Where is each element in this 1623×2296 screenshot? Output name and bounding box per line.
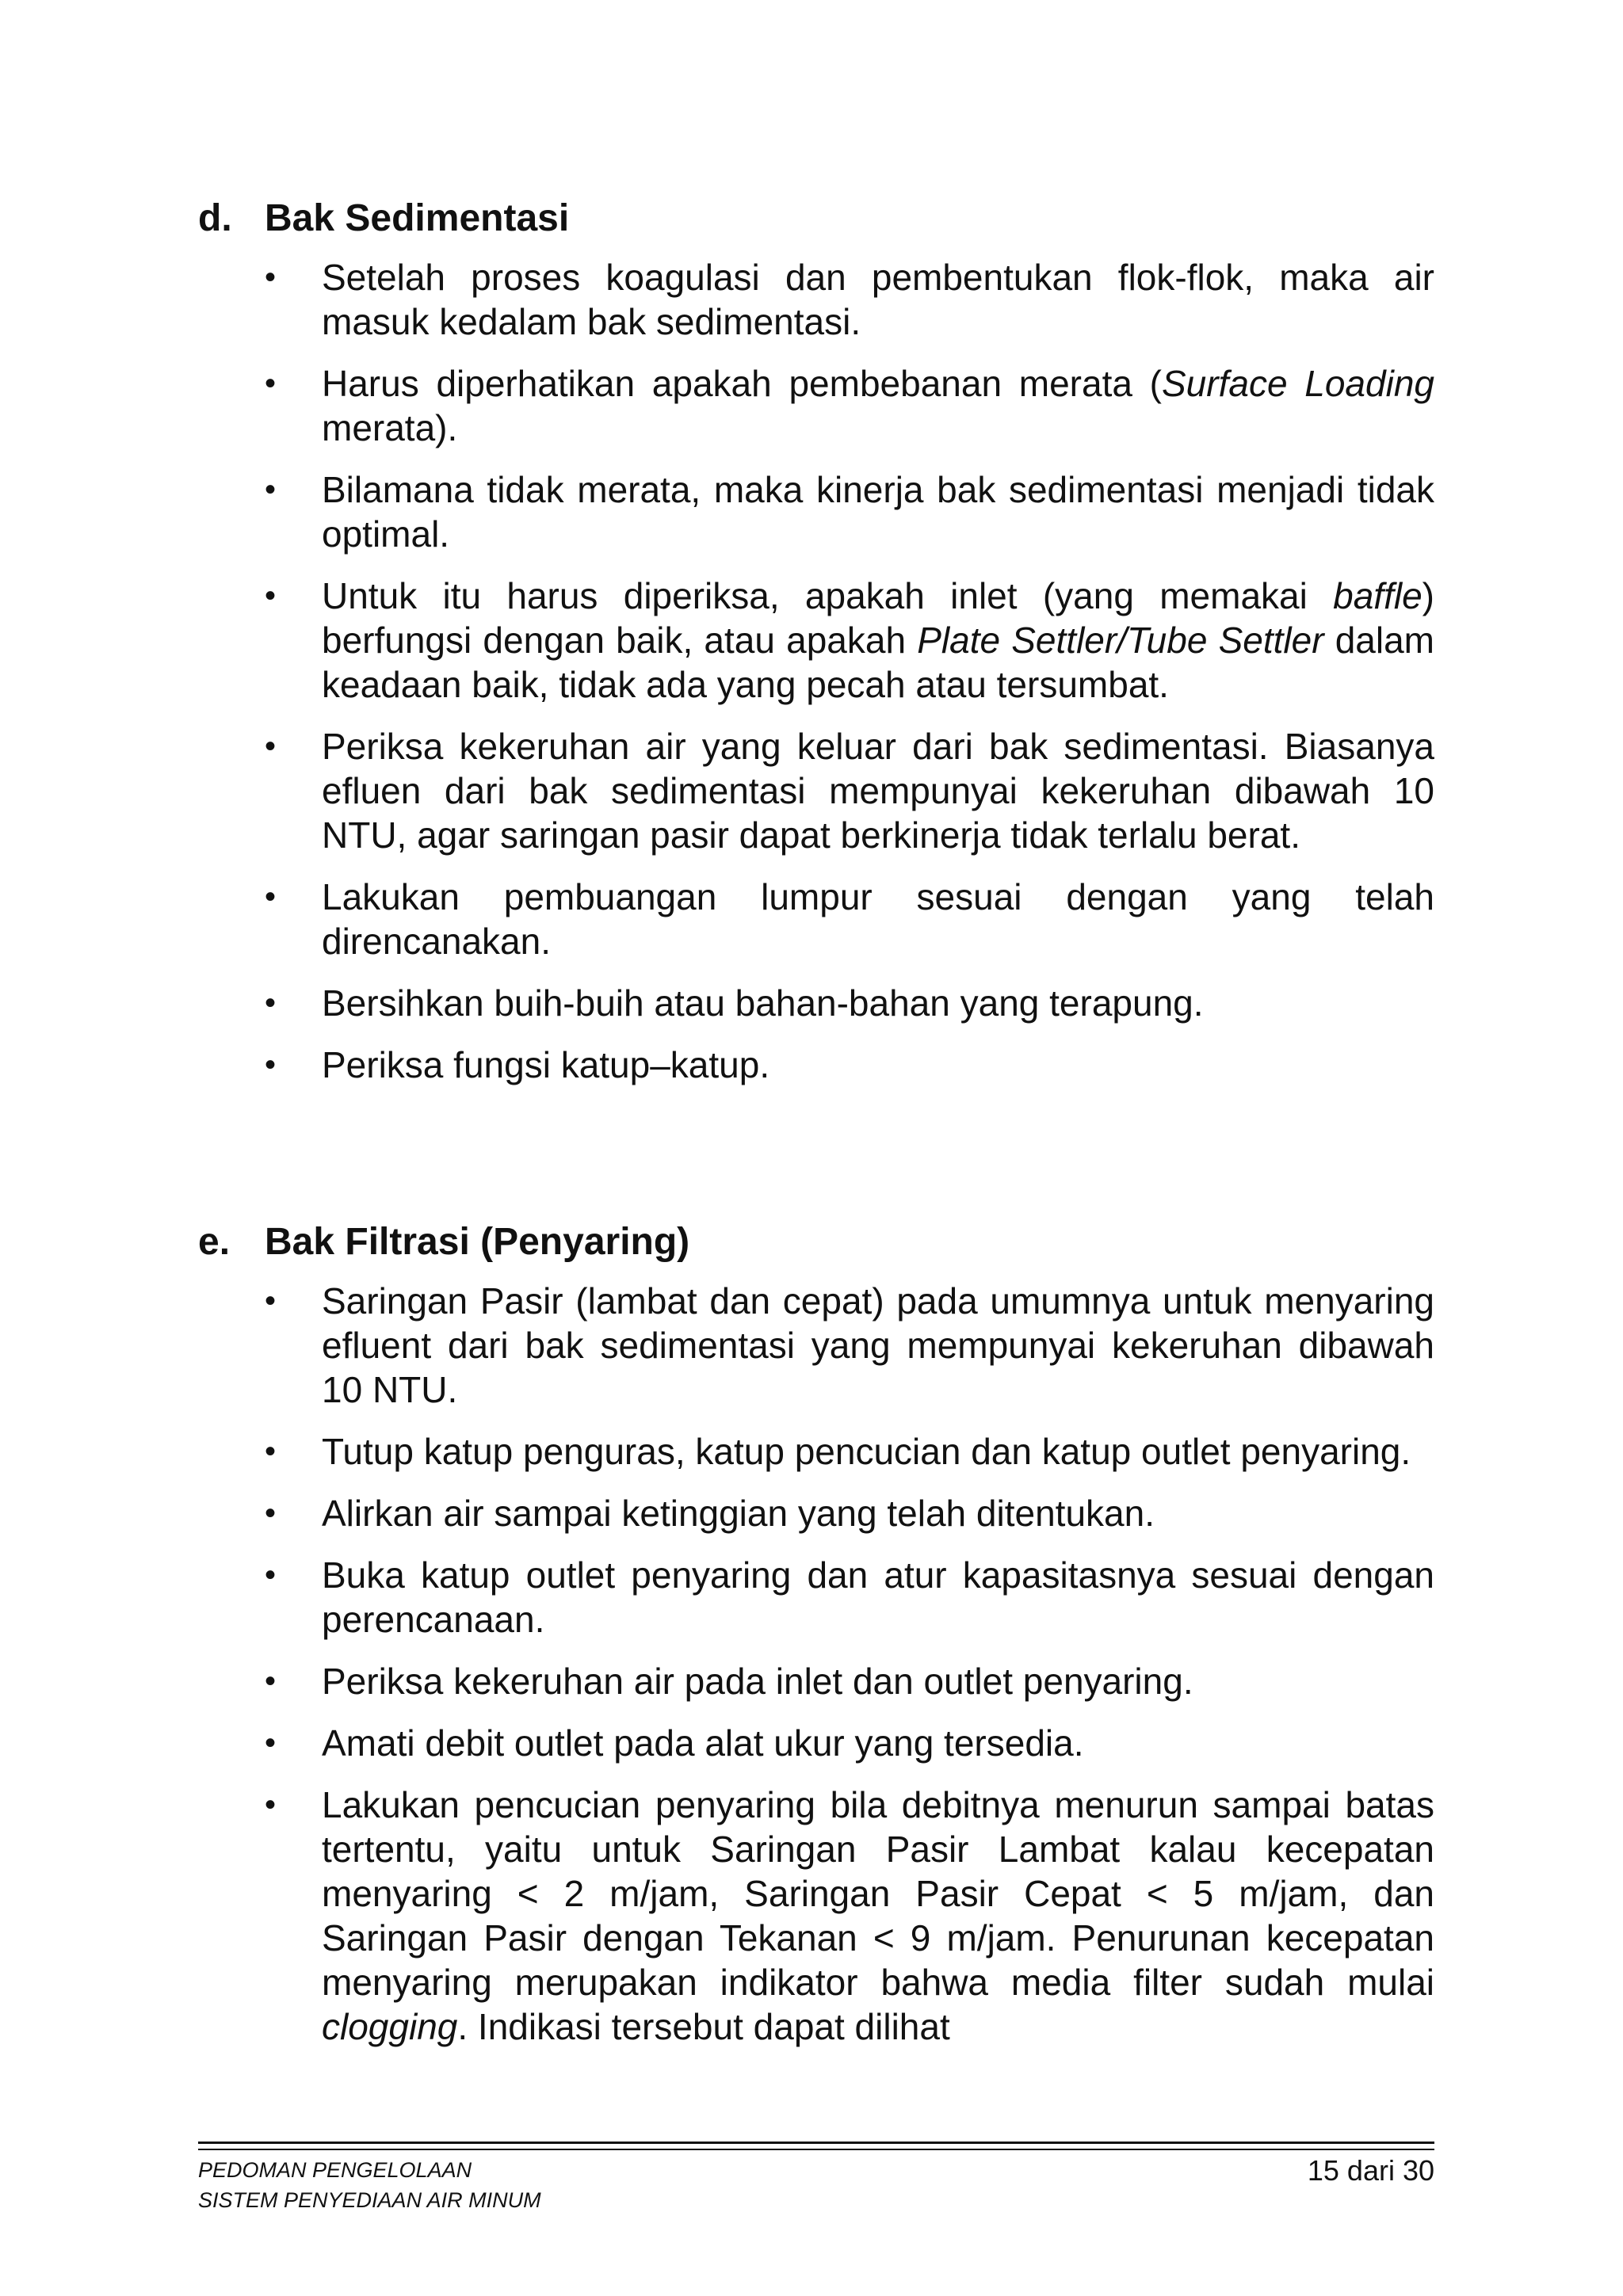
list-item (265, 1429, 1434, 1474)
list-item (265, 724, 1434, 857)
footer-divider-thick (198, 2142, 1434, 2144)
footer-document-title (198, 2155, 541, 2215)
bullet-icon: • (265, 879, 277, 914)
bullet-icon: • (265, 986, 277, 1020)
item-text: merata). (322, 407, 458, 448)
section-bak-sedimentasi (198, 196, 1434, 1104)
item-text: Harus diperhatikan apakah pembebanan merata ( (322, 363, 1162, 404)
italic-term: Surface Loading (1162, 363, 1434, 404)
bullet-list (198, 255, 1434, 1087)
bullet-icon: • (265, 729, 277, 764)
item-text: Untuk itu harus diperiksa, apakah inlet (yang memakai (322, 575, 1334, 616)
italic-term: baffle (1333, 575, 1423, 616)
bullet-list (198, 1279, 1434, 2049)
bullet-icon: • (265, 260, 277, 295)
item-text: Periksa fungsi katup–katup. (322, 1044, 770, 1085)
item-text: . Indikasi tersebut dapat dilihat (457, 2006, 950, 2047)
bullet-icon: • (265, 366, 277, 401)
list-item (265, 361, 1434, 450)
bullet-icon: • (265, 578, 277, 613)
section-heading (198, 1220, 1434, 1264)
bullet-icon: • (265, 1726, 277, 1760)
item-text: Buka katup outlet penyaring dan atur kapasitasnya sesuai dengan perencanaan. (322, 1554, 1434, 1640)
item-text: ) berfungsi dengan baik, atau apakah (322, 575, 1434, 661)
list-item (265, 1279, 1434, 1412)
list-item (265, 1553, 1434, 1642)
footer-line-1: PEDOMAN PENGELOLAAN (198, 2158, 472, 2182)
bullet-icon: • (265, 472, 277, 507)
item-text: Lakukan pembuangan lumpur sesuai dengan yang telah direncanakan. (322, 876, 1434, 962)
list-item (265, 574, 1434, 707)
list-item (265, 1783, 1434, 2049)
item-text: Lakukan pencucian penyaring bila debitnya menurun sampai batas tertentu, yaitu untuk Saringan Pasir Lambat kalau kecepatan menyaring < 2 m/jam, Saringan Pasir Cepat < 5 m/jam, dan Saringan Pasir dengan Tekanan < 9 m/jam. Penurunan kecepatan menyaring merupakan indikator bahwa media filter sudah mulai (322, 1784, 1434, 2003)
item-text: dalam keadaan baik, tidak ada yang pecah atau tersumbat. (322, 620, 1434, 705)
section-letter: d. (198, 197, 232, 239)
item-text: Setelah proses koagulasi dan pembentukan flok-flok, maka air masuk kedalam bak sedimentasi. (322, 257, 1434, 342)
bullet-icon: • (265, 1434, 277, 1469)
list-item (265, 255, 1434, 344)
item-text: Amati debit outlet pada alat ukur yang tersedia. (322, 1722, 1084, 1764)
list-item (265, 1043, 1434, 1087)
item-text: Periksa kekeruhan air yang keluar dari bak sedimentasi. Biasanya efluen dari bak sedimentasi mempunyai kekeruhan dibawah 10 NTU, agar saringan pasir dapat berkinerja tidak terlalu berat. (322, 726, 1434, 856)
italic-term: clogging (322, 2006, 458, 2047)
list-item (265, 1491, 1434, 1535)
bullet-icon: • (265, 1558, 277, 1592)
footer-divider-thin (198, 2149, 1434, 2150)
list-item (265, 1721, 1434, 1765)
section-letter: e. (198, 1221, 231, 1263)
italic-term: Plate Settler/Tube Settler (917, 620, 1324, 661)
item-text: Alirkan air sampai ketinggian yang telah ditentukan. (322, 1493, 1155, 1534)
section-bak-filtrasi (198, 1220, 1434, 2066)
page-number: 15 dari 30 (1307, 2154, 1434, 2187)
bullet-icon: • (265, 1664, 277, 1699)
bullet-icon: • (265, 1283, 277, 1318)
list-item (265, 467, 1434, 556)
item-text: Tutup katup penguras, katup pencucian dan katup outlet penyaring. (322, 1431, 1411, 1472)
bullet-icon: • (265, 1787, 277, 1822)
item-text: Bilamana tidak merata, maka kinerja bak sedimentasi menjadi tidak optimal. (322, 469, 1434, 555)
list-item (265, 875, 1434, 963)
item-text: Periksa kekeruhan air pada inlet dan outlet penyaring. (322, 1661, 1193, 1702)
section-title: Bak Sedimentasi (265, 197, 570, 239)
bullet-icon: • (265, 1047, 277, 1082)
section-heading (198, 196, 1434, 241)
section-title: Bak Filtrasi (Penyaring) (265, 1221, 690, 1263)
list-item (265, 1659, 1434, 1703)
item-text: Bersihkan buih-buih atau bahan-bahan yang terapung. (322, 982, 1204, 1024)
list-item (265, 981, 1434, 1025)
bullet-icon: • (265, 1496, 277, 1531)
item-text: Saringan Pasir (lambat dan cepat) pada umumnya untuk menyaring efluent dari bak sedimentasi yang mempunyai kekeruhan dibawah 10 NTU. (322, 1280, 1434, 1410)
footer-line-2: SISTEM PENYEDIAAN AIR MINUM (198, 2188, 541, 2212)
